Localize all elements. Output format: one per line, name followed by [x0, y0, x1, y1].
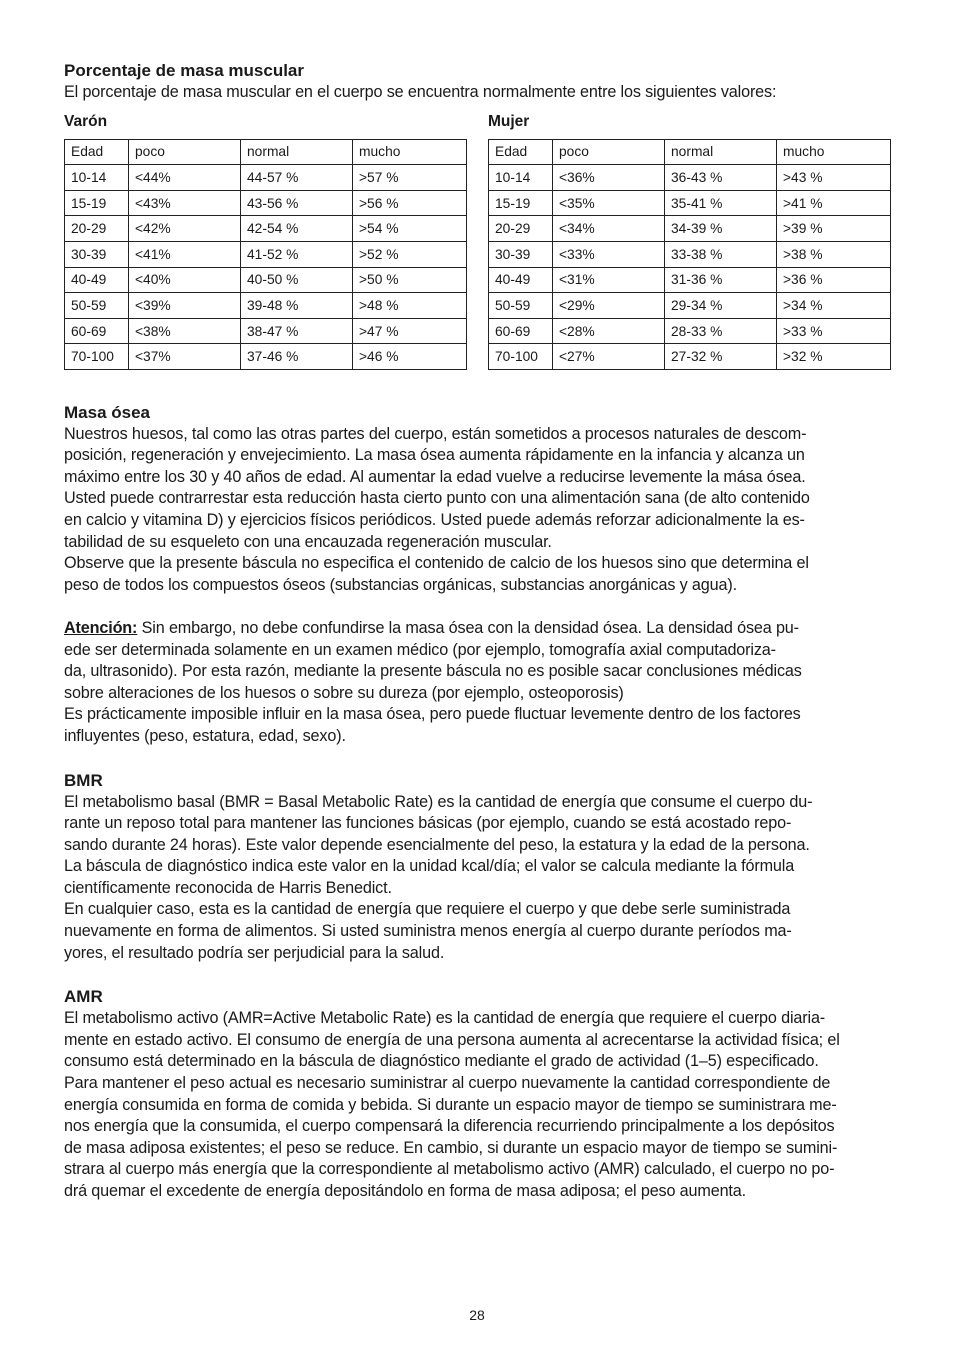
table-cell: <29% [553, 293, 665, 319]
table-cell: 70-100 [65, 344, 129, 370]
table-cell: 27-32 % [665, 344, 777, 370]
table-cell: <37% [129, 344, 241, 370]
table-cell: Edad [489, 139, 553, 165]
table-cell: 50-59 [65, 293, 129, 319]
table-cell: 70-100 [489, 344, 553, 370]
table-cell: >32 % [777, 344, 891, 370]
document-page [64, 60, 890, 1203]
table-cell: 20-29 [489, 216, 553, 242]
table-row [65, 318, 467, 344]
table-cell: <31% [553, 267, 665, 293]
table-cell: >56 % [353, 190, 467, 216]
bone-paragraph-3: Es prácticamente imposible influir en la masa ósea, pero puede fluctuar levemente dentro de los factores influyentes (peso, estatura, edad, sexo). [64, 705, 801, 745]
table-cell: 38-47 % [241, 318, 353, 344]
table-cell: poco [129, 139, 241, 165]
table-cell: 35-41 % [665, 190, 777, 216]
table-cell: 28-33 % [665, 318, 777, 344]
table-cell: 33-38 % [665, 241, 777, 267]
table-cell: <43% [129, 190, 241, 216]
male-table-block [64, 112, 466, 370]
table-cell: <40% [129, 267, 241, 293]
table-cell: >41 % [777, 190, 891, 216]
bone-paragraph-2: Observe que la presente báscula no especifica el contenido de calcio de los huesos sino que determina el peso de todos los compuestos óseos (substancias orgánicas, substancias anorgánicas y agua). [64, 554, 809, 594]
table-cell: <34% [553, 216, 665, 242]
table-cell: <36% [553, 165, 665, 191]
table-row [65, 190, 467, 216]
male-table-title: Varón [64, 112, 108, 130]
muscle-intro: El porcentaje de masa muscular en el cuerpo se encuentra normalmente entre los siguientes valores: [64, 83, 777, 101]
table-row [489, 318, 891, 344]
table-cell: >46 % [353, 344, 467, 370]
table-cell: 42-54 % [241, 216, 353, 242]
table-cell: >57 % [353, 165, 467, 191]
table-cell: 39-48 % [241, 293, 353, 319]
table-row [489, 216, 891, 242]
table-cell: 60-69 [489, 318, 553, 344]
table-cell: 37-46 % [241, 344, 353, 370]
bmr-section [64, 770, 890, 965]
table-row [65, 344, 467, 370]
female-table-title: Mujer [488, 112, 530, 130]
table-row [65, 293, 467, 319]
bmr-paragraph-2: En cualquier caso, esta es la cantidad de energía que requiere el cuerpo y que debe serle suministrada nuevamente en forma de alimentos. Si usted suministra menos energía al cuerpo durante períodos ma- yores, el resultado podría ser perjudicial para la salud. [64, 900, 792, 962]
bone-section [64, 402, 890, 748]
table-cell: 40-50 % [241, 267, 353, 293]
table-cell: 30-39 [489, 241, 553, 267]
amr-heading: AMR [64, 987, 103, 1007]
table-cell: >54 % [353, 216, 467, 242]
table-cell: >50 % [353, 267, 467, 293]
bmr-heading: BMR [64, 770, 103, 790]
table-row [65, 241, 467, 267]
table-row [489, 344, 891, 370]
table-cell: >38 % [777, 241, 891, 267]
table-cell: 10-14 [65, 165, 129, 191]
table-cell: 15-19 [489, 190, 553, 216]
table-cell: 36-43 % [665, 165, 777, 191]
table-cell: mucho [353, 139, 467, 165]
amr-paragraph-1: El metabolismo activo (AMR=Active Metabolic Rate) es la cantidad de energía que requiere el cuerpo diaria- mente en estado activo. El consumo de energía de una persona aumenta al acrecentarse la actividad física; el consumo está determinado en la báscula de diagnóstico mediante el grado de actividad (1–5) especificado. Para mantener el peso actual es necesario suministrar al cuerpo nuevamente la cantidad correspondiente de energía consumida en forma de comida y bebida. Si durante un espacio mayor de tiempo se suministrara me- nos energía que la consumida, el cuerpo compensará la diferencia recurriendo principalmente a los depósitos de masa adiposa existentes; el peso se reduce. En cambio, si durante un espacio mayor de tiempo se sumini- strara al cuerpo más energía que la correspondiente al metabolismo activo (AMR) calculado, el cuerpo no po- drá quemar el excedente de energía depositándolo en forma de masa adiposa; el peso aumenta. [64, 1009, 840, 1200]
bone-heading: Masa ósea [64, 402, 150, 422]
table-cell: >33 % [777, 318, 891, 344]
table-cell: 29-34 % [665, 293, 777, 319]
table-cell: 40-49 [489, 267, 553, 293]
table-cell: 34-39 % [665, 216, 777, 242]
bmr-paragraph-1: El metabolismo basal (BMR = Basal Metabolic Rate) es la cantidad de energía que consume el cuerpo du- rante un reposo total para mantener las funciones básicas (por ejemplo, cuando se está acostado repo- sando durante 24 horas). Este valor depende esencialmente del peso, la estatura y la edad de la persona. La báscula de diagnóstico indica este valor en la unidad kcal/día; el valor se calcula mediante la fórmula científicamente reconocida de Harris Benedict. [64, 792, 813, 897]
table-cell: >39 % [777, 216, 891, 242]
table-cell: 20-29 [65, 216, 129, 242]
table-cell: 30-39 [65, 241, 129, 267]
table-cell: >52 % [353, 241, 467, 267]
table-cell: 40-49 [65, 267, 129, 293]
table-cell: >48 % [353, 293, 467, 319]
table-cell: 60-69 [65, 318, 129, 344]
muscle-heading: Porcentaje de masa muscular [64, 61, 305, 80]
table-cell: 31-36 % [665, 267, 777, 293]
table-cell: normal [665, 139, 777, 165]
table-cell: <41% [129, 241, 241, 267]
table-cell: 10-14 [489, 165, 553, 191]
table-cell: >34 % [777, 293, 891, 319]
table-row [489, 267, 891, 293]
table-cell: 15-19 [65, 190, 129, 216]
muscle-tables [64, 112, 890, 372]
table-header-row [489, 139, 891, 165]
table-cell: >43 % [777, 165, 891, 191]
attention-text: Sin embargo, no debe confundirse la masa ósea con la densidad ósea. La densidad ósea pu- ede ser determinada solamente en un examen médico (por ejemplo, tomografía axial computadoriza- da, ultrasonido). Por esta razón, mediante la presente báscula no es posible sacar conclusiones médicas sobre alteraciones de los huesos o sobre su dureza (por ejemplo, osteoporosis) [64, 618, 802, 702]
table-row [489, 293, 891, 319]
bone-attention-paragraph [64, 618, 890, 704]
table-cell: 41-52 % [241, 241, 353, 267]
table-cell: <39% [129, 293, 241, 319]
table-row [489, 165, 891, 191]
table-cell: <33% [553, 241, 665, 267]
table-cell: <44% [129, 165, 241, 191]
table-row [65, 267, 467, 293]
table-header-row [65, 139, 467, 165]
female-table-block [488, 112, 890, 370]
table-cell: <27% [553, 344, 665, 370]
table-cell: Edad [65, 139, 129, 165]
bone-paragraph-1: Nuestros huesos, tal como las otras partes del cuerpo, están sometidos a procesos naturales de descom- posición, regeneración y envejecimiento. La masa ósea aumenta rápidamente en la infancia y alcanza un máximo entre los 30 y 40 años de edad. Al aumentar la edad vuelve a reducirse levemente la mása ósea. Usted puede contrarrestar esta reducción hasta cierto punto con una alimentación sana (de alto contenido en calcio y vitamina D) y ejercicios físicos periódicos. Usted puede además reforzar adicionalmente la es- tabilidad de su esqueleto con una encauzada regeneración muscular. [64, 424, 810, 551]
table-cell: <42% [129, 216, 241, 242]
table-cell: <28% [553, 318, 665, 344]
table-cell: 44-57 % [241, 165, 353, 191]
table-row [65, 216, 467, 242]
table-row [489, 241, 891, 267]
table-row [65, 165, 467, 191]
table-cell: 50-59 [489, 293, 553, 319]
attention-label: Atención: [64, 618, 138, 637]
table-cell: <38% [129, 318, 241, 344]
table-cell: >36 % [777, 267, 891, 293]
amr-section [64, 986, 890, 1202]
table-cell: mucho [777, 139, 891, 165]
table-cell: 43-56 % [241, 190, 353, 216]
table-cell: poco [553, 139, 665, 165]
table-cell: normal [241, 139, 353, 165]
male-muscle-table [64, 139, 467, 370]
page-number: 28 [469, 1307, 485, 1323]
female-muscle-table [488, 139, 891, 370]
table-cell: >47 % [353, 318, 467, 344]
table-cell: <35% [553, 190, 665, 216]
table-row [489, 190, 891, 216]
